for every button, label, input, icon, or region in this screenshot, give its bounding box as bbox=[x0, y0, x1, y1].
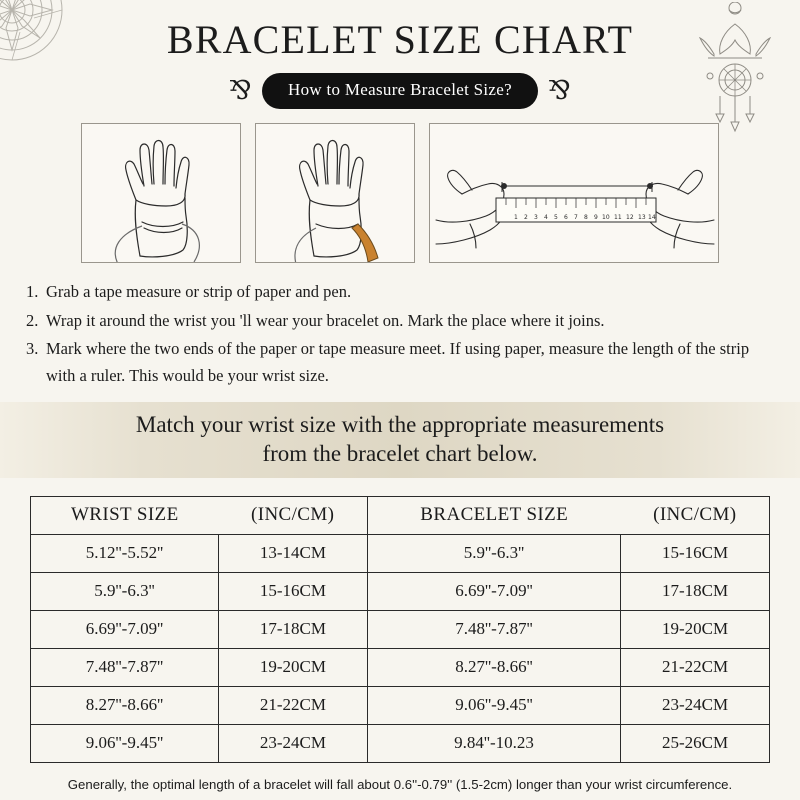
cell-bracelet-inch: 6.69''-7.09'' bbox=[367, 572, 620, 610]
cell-bracelet-cm: 15-16CM bbox=[621, 534, 770, 572]
svg-text:9: 9 bbox=[594, 214, 598, 221]
banner-line-2: from the bracelet chart below. bbox=[262, 440, 538, 466]
svg-text:10: 10 bbox=[602, 214, 610, 221]
step-text: Grab a tape measure or strip of paper and pen. bbox=[46, 282, 352, 301]
step-number: 3. bbox=[26, 339, 39, 359]
svg-text:4: 4 bbox=[544, 214, 548, 221]
svg-text:5: 5 bbox=[554, 214, 558, 221]
table-row bbox=[31, 610, 770, 648]
step-text: Mark where the two ends of the paper or tape measure meet. If using paper, measure the length of the strip with a ruler. This would be your wrist size. bbox=[46, 339, 750, 386]
list-item bbox=[26, 279, 774, 306]
table-row bbox=[31, 724, 770, 762]
svg-text:2: 2 bbox=[524, 214, 528, 221]
illustration-row bbox=[0, 123, 800, 263]
svg-text:1: 1 bbox=[514, 214, 518, 221]
header-wrist-units: (INC/CM) bbox=[219, 496, 368, 534]
table-row bbox=[31, 648, 770, 686]
cell-bracelet-cm: 17-18CM bbox=[621, 572, 770, 610]
table-row bbox=[31, 686, 770, 724]
cell-wrist-inch: 9.06''-9.45'' bbox=[31, 724, 219, 762]
svg-text:12: 12 bbox=[626, 214, 634, 221]
hands-measuring-strip-with-ruler-illustration bbox=[429, 123, 719, 263]
svg-text:3: 3 bbox=[534, 214, 538, 221]
step-number: 2. bbox=[26, 310, 39, 330]
svg-text:7: 7 bbox=[574, 214, 578, 221]
cell-bracelet-cm: 19-20CM bbox=[621, 610, 770, 648]
cell-wrist-cm: 19-20CM bbox=[219, 648, 368, 686]
cell-wrist-inch: 8.27''-8.66'' bbox=[31, 686, 219, 724]
header-bracelet-units: (INC/CM) bbox=[621, 496, 770, 534]
table-header-row bbox=[31, 496, 770, 534]
svg-text:14: 14 bbox=[648, 214, 656, 221]
table-row bbox=[31, 534, 770, 572]
header-bracelet-size: BRACELET SIZE bbox=[367, 496, 620, 534]
measure-steps-list bbox=[26, 279, 774, 390]
footnote: Generally, the optimal length of a bracelet will fall about 0.6''-0.79'' (1.5-2cm) longer than your wrist circumference. bbox=[67, 776, 733, 792]
cell-bracelet-inch: 7.48''-7.87'' bbox=[367, 610, 620, 648]
cell-bracelet-inch: 9.84''-10.23 bbox=[367, 724, 620, 762]
cell-bracelet-inch: 8.27''-8.66'' bbox=[367, 648, 620, 686]
cell-wrist-inch: 7.48''-7.87'' bbox=[31, 648, 219, 686]
match-size-banner bbox=[0, 402, 800, 478]
cell-wrist-cm: 15-16CM bbox=[219, 572, 368, 610]
size-table bbox=[30, 496, 770, 763]
cell-wrist-cm: 23-24CM bbox=[219, 724, 368, 762]
cell-bracelet-cm: 23-24CM bbox=[621, 686, 770, 724]
cell-wrist-inch: 5.12''-5.52'' bbox=[31, 534, 219, 572]
hand-with-tape-measure-illustration bbox=[81, 123, 241, 263]
subtitle-pill: How to Measure Bracelet Size? bbox=[262, 73, 538, 109]
cell-wrist-cm: 17-18CM bbox=[219, 610, 368, 648]
cell-wrist-inch: 5.9''-6.3'' bbox=[31, 572, 219, 610]
cell-wrist-cm: 21-22CM bbox=[219, 686, 368, 724]
table-row bbox=[31, 572, 770, 610]
page-title: BRACELET SIZE CHART bbox=[166, 17, 634, 62]
svg-text:6: 6 bbox=[564, 214, 568, 221]
svg-text:11: 11 bbox=[614, 214, 622, 221]
flourish-left-icon: ⅋ bbox=[228, 76, 253, 106]
flourish-right-icon: ⅋ bbox=[547, 76, 572, 106]
step-number: 1. bbox=[26, 282, 39, 301]
svg-text:13: 13 bbox=[638, 214, 646, 221]
svg-text:8: 8 bbox=[584, 214, 588, 221]
list-item bbox=[26, 308, 774, 335]
header-wrist-size: WRIST SIZE bbox=[31, 496, 219, 534]
cell-bracelet-cm: 25-26CM bbox=[621, 724, 770, 762]
cell-bracelet-cm: 21-22CM bbox=[621, 648, 770, 686]
cell-wrist-inch: 6.69''-7.09'' bbox=[31, 610, 219, 648]
banner-line-1: Match your wrist size with the appropriate measurements bbox=[135, 412, 665, 438]
step-text: Wrap it around the wrist you 'll wear your bracelet on. Mark the place where it joins. bbox=[46, 310, 605, 330]
hand-with-paper-strip-illustration bbox=[255, 123, 415, 263]
cell-bracelet-inch: 5.9''-6.3'' bbox=[367, 534, 620, 572]
cell-bracelet-inch: 9.06''-9.45'' bbox=[367, 686, 620, 724]
list-item bbox=[26, 336, 774, 389]
subtitle-row bbox=[0, 73, 800, 109]
cell-wrist-cm: 13-14CM bbox=[219, 534, 368, 572]
